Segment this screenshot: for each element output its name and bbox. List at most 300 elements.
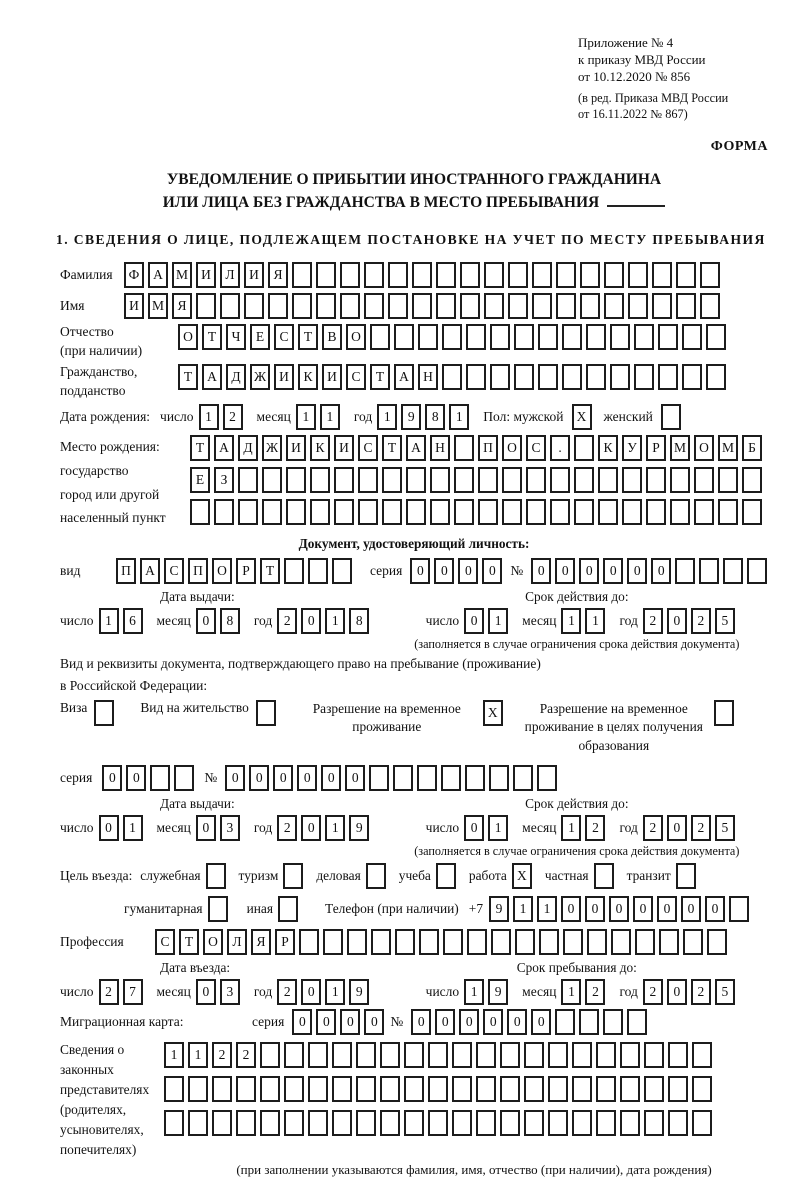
char-cell[interactable]: X [572, 404, 592, 430]
purpose-humanitarian-checkbox[interactable] [208, 896, 232, 922]
char-cell[interactable]: Л [220, 262, 240, 288]
residence-number-cells[interactable] [225, 765, 561, 791]
char-cell[interactable] [526, 499, 546, 525]
char-cell[interactable]: 0 [316, 1009, 336, 1035]
char-cell[interactable]: 2 [585, 815, 605, 841]
char-cell[interactable] [635, 929, 655, 955]
char-cell[interactable] [436, 863, 456, 889]
char-cell[interactable] [442, 364, 462, 390]
char-cell[interactable] [476, 1110, 496, 1136]
visa-checkbox[interactable] [94, 700, 118, 726]
char-cell[interactable]: 0 [249, 765, 269, 791]
char-cell[interactable] [454, 435, 474, 461]
char-cell[interactable] [502, 467, 522, 493]
char-cell[interactable]: Н [430, 435, 450, 461]
char-cell[interactable] [603, 1009, 623, 1035]
char-cell[interactable] [644, 1042, 664, 1068]
char-cell[interactable] [658, 364, 678, 390]
char-cell[interactable] [452, 1110, 472, 1136]
char-cell[interactable]: С [274, 324, 294, 350]
char-cell[interactable] [670, 499, 690, 525]
char-cell[interactable] [718, 499, 738, 525]
char-cell[interactable]: Ж [250, 364, 270, 390]
phone-cells[interactable] [489, 896, 753, 922]
char-cell[interactable]: 8 [349, 608, 369, 634]
char-cell[interactable] [466, 324, 486, 350]
char-cell[interactable]: 0 [633, 896, 653, 922]
char-cell[interactable] [308, 1110, 328, 1136]
char-cell[interactable]: П [478, 435, 498, 461]
char-cell[interactable] [747, 558, 767, 584]
char-cell[interactable]: Ф [124, 262, 144, 288]
char-cell[interactable] [358, 467, 378, 493]
char-cell[interactable]: 0 [458, 558, 478, 584]
char-cell[interactable]: 0 [681, 896, 701, 922]
char-cell[interactable] [356, 1110, 376, 1136]
char-cell[interactable]: 0 [531, 1009, 551, 1035]
purpose-other-checkbox[interactable] [278, 896, 302, 922]
char-cell[interactable]: 1 [464, 979, 484, 1005]
migration-series-cells[interactable] [292, 1009, 388, 1035]
char-cell[interactable]: 0 [464, 608, 484, 634]
char-cell[interactable]: 0 [561, 896, 581, 922]
char-cell[interactable]: В [322, 324, 342, 350]
char-cell[interactable]: 1 [537, 896, 557, 922]
char-cell[interactable] [675, 558, 695, 584]
char-cell[interactable] [634, 324, 654, 350]
char-cell[interactable] [206, 863, 226, 889]
char-cell[interactable] [394, 324, 414, 350]
year-cells[interactable] [277, 608, 373, 634]
char-cell[interactable] [594, 863, 614, 889]
char-cell[interactable]: И [244, 262, 264, 288]
char-cell[interactable]: А [140, 558, 160, 584]
char-cell[interactable] [417, 765, 437, 791]
char-cell[interactable]: А [202, 364, 222, 390]
char-cell[interactable] [699, 558, 719, 584]
temp-permit-checkbox[interactable] [483, 700, 507, 726]
char-cell[interactable] [622, 467, 642, 493]
char-cell[interactable] [628, 262, 648, 288]
char-cell[interactable]: 1 [123, 815, 143, 841]
char-cell[interactable]: 9 [349, 815, 369, 841]
char-cell[interactable] [586, 364, 606, 390]
char-cell[interactable] [371, 929, 391, 955]
char-cell[interactable] [676, 262, 696, 288]
char-cell[interactable]: И [124, 293, 144, 319]
char-cell[interactable]: Я [251, 929, 271, 955]
char-cell[interactable]: Р [646, 435, 666, 461]
char-cell[interactable]: 0 [434, 558, 454, 584]
char-cell[interactable] [404, 1076, 424, 1102]
char-cell[interactable] [484, 293, 504, 319]
char-cell[interactable]: К [298, 364, 318, 390]
char-cell[interactable]: 0 [225, 765, 245, 791]
char-cell[interactable] [668, 1110, 688, 1136]
char-cell[interactable] [310, 467, 330, 493]
char-cell[interactable]: С [358, 435, 378, 461]
char-cell[interactable] [596, 1110, 616, 1136]
char-cell[interactable] [382, 499, 402, 525]
char-cell[interactable]: 1 [199, 404, 219, 430]
char-cell[interactable] [467, 929, 487, 955]
char-cell[interactable] [652, 293, 672, 319]
char-cell[interactable] [286, 499, 306, 525]
char-cell[interactable] [729, 896, 749, 922]
char-cell[interactable] [347, 929, 367, 955]
doc-series-cells[interactable] [410, 558, 506, 584]
char-cell[interactable] [700, 262, 720, 288]
char-cell[interactable] [548, 1110, 568, 1136]
char-cell[interactable] [364, 262, 384, 288]
day-cells[interactable] [99, 979, 147, 1005]
char-cell[interactable] [634, 364, 654, 390]
char-cell[interactable]: 1 [488, 608, 508, 634]
char-cell[interactable]: 9 [489, 896, 509, 922]
profession-cells[interactable] [155, 929, 731, 955]
char-cell[interactable] [441, 765, 461, 791]
char-cell[interactable] [538, 324, 558, 350]
char-cell[interactable]: 0 [411, 1009, 431, 1035]
char-cell[interactable] [548, 1042, 568, 1068]
char-cell[interactable] [332, 558, 352, 584]
char-cell[interactable] [658, 324, 678, 350]
char-cell[interactable] [620, 1042, 640, 1068]
char-cell[interactable] [604, 262, 624, 288]
char-cell[interactable] [538, 364, 558, 390]
char-cell[interactable]: Д [226, 364, 246, 390]
char-cell[interactable] [742, 467, 762, 493]
char-cell[interactable]: И [274, 364, 294, 390]
citizenship-cells[interactable] [178, 364, 730, 390]
char-cell[interactable]: 0 [321, 765, 341, 791]
char-cell[interactable] [436, 293, 456, 319]
char-cell[interactable] [316, 293, 336, 319]
char-cell[interactable] [466, 364, 486, 390]
char-cell[interactable] [358, 499, 378, 525]
char-cell[interactable]: 2 [691, 979, 711, 1005]
month-cells[interactable] [296, 404, 344, 430]
legal-reps-cells-row1[interactable] [164, 1042, 716, 1068]
char-cell[interactable] [646, 499, 666, 525]
char-cell[interactable]: 1 [561, 979, 581, 1005]
char-cell[interactable]: 2 [277, 979, 297, 1005]
char-cell[interactable] [572, 1110, 592, 1136]
char-cell[interactable] [212, 1110, 232, 1136]
char-cell[interactable] [563, 929, 583, 955]
char-cell[interactable] [556, 293, 576, 319]
char-cell[interactable] [366, 863, 386, 889]
char-cell[interactable] [668, 1042, 688, 1068]
char-cell[interactable] [283, 863, 303, 889]
char-cell[interactable] [526, 467, 546, 493]
char-cell[interactable] [513, 765, 533, 791]
purpose-tourism-checkbox[interactable] [283, 863, 307, 889]
char-cell[interactable]: О [178, 324, 198, 350]
char-cell[interactable]: П [116, 558, 136, 584]
char-cell[interactable]: Н [418, 364, 438, 390]
char-cell[interactable]: 0 [301, 815, 321, 841]
char-cell[interactable]: Т [190, 435, 210, 461]
char-cell[interactable]: X [512, 863, 532, 889]
char-cell[interactable] [238, 499, 258, 525]
char-cell[interactable] [382, 467, 402, 493]
char-cell[interactable]: 5 [715, 815, 735, 841]
char-cell[interactable]: 0 [301, 979, 321, 1005]
char-cell[interactable]: 0 [579, 558, 599, 584]
char-cell[interactable] [214, 499, 234, 525]
char-cell[interactable] [452, 1076, 472, 1102]
char-cell[interactable] [380, 1110, 400, 1136]
char-cell[interactable]: 0 [464, 815, 484, 841]
char-cell[interactable] [188, 1076, 208, 1102]
char-cell[interactable] [668, 1076, 688, 1102]
char-cell[interactable] [308, 1076, 328, 1102]
char-cell[interactable]: М [172, 262, 192, 288]
char-cell[interactable]: 0 [126, 765, 146, 791]
char-cell[interactable]: 2 [643, 608, 663, 634]
char-cell[interactable] [380, 1042, 400, 1068]
purpose-official-checkbox[interactable] [206, 863, 230, 889]
char-cell[interactable]: 9 [349, 979, 369, 1005]
char-cell[interactable] [332, 1042, 352, 1068]
char-cell[interactable] [418, 324, 438, 350]
char-cell[interactable] [188, 1110, 208, 1136]
char-cell[interactable] [164, 1076, 184, 1102]
month-cells[interactable] [196, 608, 244, 634]
male-checkbox[interactable] [572, 404, 596, 430]
birthplace-cells-row1[interactable] [190, 435, 766, 461]
char-cell[interactable] [628, 293, 648, 319]
char-cell[interactable] [260, 1110, 280, 1136]
char-cell[interactable] [555, 1009, 575, 1035]
char-cell[interactable]: Е [250, 324, 270, 350]
char-cell[interactable] [574, 435, 594, 461]
char-cell[interactable] [419, 929, 439, 955]
char-cell[interactable] [406, 499, 426, 525]
char-cell[interactable]: Л [227, 929, 247, 955]
char-cell[interactable] [706, 364, 726, 390]
char-cell[interactable] [430, 467, 450, 493]
char-cell[interactable]: О [212, 558, 232, 584]
day-cells[interactable] [464, 979, 512, 1005]
char-cell[interactable] [208, 896, 228, 922]
purpose-private-checkbox[interactable] [594, 863, 618, 889]
char-cell[interactable]: 1 [488, 815, 508, 841]
char-cell[interactable] [404, 1042, 424, 1068]
char-cell[interactable] [284, 1110, 304, 1136]
char-cell[interactable] [524, 1110, 544, 1136]
char-cell[interactable] [580, 293, 600, 319]
char-cell[interactable]: 0 [585, 896, 605, 922]
char-cell[interactable] [524, 1042, 544, 1068]
char-cell[interactable] [356, 1042, 376, 1068]
char-cell[interactable] [356, 1076, 376, 1102]
char-cell[interactable]: Т [260, 558, 280, 584]
char-cell[interactable] [428, 1110, 448, 1136]
char-cell[interactable] [742, 499, 762, 525]
char-cell[interactable]: 0 [705, 896, 725, 922]
char-cell[interactable]: 1 [513, 896, 533, 922]
char-cell[interactable]: 1 [585, 608, 605, 634]
char-cell[interactable] [508, 293, 528, 319]
migration-number-cells[interactable] [411, 1009, 651, 1035]
char-cell[interactable]: З [214, 467, 234, 493]
char-cell[interactable]: И [196, 262, 216, 288]
year-cells[interactable] [277, 815, 373, 841]
char-cell[interactable] [428, 1076, 448, 1102]
char-cell[interactable] [443, 929, 463, 955]
char-cell[interactable]: А [148, 262, 168, 288]
char-cell[interactable]: 0 [301, 608, 321, 634]
char-cell[interactable] [714, 700, 734, 726]
char-cell[interactable] [524, 1076, 544, 1102]
day-cells[interactable] [464, 815, 512, 841]
char-cell[interactable]: 0 [196, 608, 216, 634]
char-cell[interactable] [670, 467, 690, 493]
char-cell[interactable]: 1 [296, 404, 316, 430]
char-cell[interactable]: Т [382, 435, 402, 461]
char-cell[interactable] [340, 293, 360, 319]
char-cell[interactable]: Д [238, 435, 258, 461]
char-cell[interactable] [310, 499, 330, 525]
char-cell[interactable] [452, 1042, 472, 1068]
char-cell[interactable] [572, 1042, 592, 1068]
char-cell[interactable] [706, 324, 726, 350]
char-cell[interactable] [236, 1076, 256, 1102]
char-cell[interactable]: С [526, 435, 546, 461]
female-checkbox[interactable] [661, 404, 685, 430]
char-cell[interactable]: 2 [277, 815, 297, 841]
char-cell[interactable] [395, 929, 415, 955]
char-cell[interactable]: 5 [715, 979, 735, 1005]
char-cell[interactable] [490, 324, 510, 350]
char-cell[interactable]: У [622, 435, 642, 461]
char-cell[interactable]: 2 [691, 815, 711, 841]
char-cell[interactable] [284, 558, 304, 584]
char-cell[interactable]: 0 [340, 1009, 360, 1035]
char-cell[interactable]: Р [236, 558, 256, 584]
char-cell[interactable]: 0 [196, 815, 216, 841]
char-cell[interactable] [299, 929, 319, 955]
char-cell[interactable] [514, 324, 534, 350]
char-cell[interactable]: 1 [99, 608, 119, 634]
char-cell[interactable]: Е [190, 467, 210, 493]
char-cell[interactable] [611, 929, 631, 955]
char-cell[interactable]: 0 [667, 608, 687, 634]
char-cell[interactable] [548, 1076, 568, 1102]
char-cell[interactable] [596, 1076, 616, 1102]
char-cell[interactable] [370, 324, 390, 350]
char-cell[interactable]: 2 [643, 815, 663, 841]
doc-kind-cells[interactable] [116, 558, 356, 584]
char-cell[interactable] [707, 929, 727, 955]
char-cell[interactable]: 0 [555, 558, 575, 584]
char-cell[interactable] [454, 467, 474, 493]
char-cell[interactable]: А [214, 435, 234, 461]
legal-reps-cells-row3[interactable] [164, 1110, 716, 1136]
char-cell[interactable]: 0 [345, 765, 365, 791]
char-cell[interactable]: 0 [531, 558, 551, 584]
char-cell[interactable] [490, 364, 510, 390]
char-cell[interactable] [262, 467, 282, 493]
char-cell[interactable] [580, 262, 600, 288]
char-cell[interactable] [610, 324, 630, 350]
char-cell[interactable]: 0 [667, 815, 687, 841]
char-cell[interactable]: 1 [164, 1042, 184, 1068]
char-cell[interactable] [292, 262, 312, 288]
char-cell[interactable] [491, 929, 511, 955]
char-cell[interactable]: 1 [449, 404, 469, 430]
char-cell[interactable] [574, 467, 594, 493]
year-cells[interactable] [377, 404, 473, 430]
birthplace-cells-row3[interactable] [190, 499, 766, 525]
char-cell[interactable] [478, 499, 498, 525]
char-cell[interactable] [562, 324, 582, 350]
char-cell[interactable] [94, 700, 114, 726]
char-cell[interactable]: 0 [651, 558, 671, 584]
char-cell[interactable] [332, 1110, 352, 1136]
purpose-study-checkbox[interactable] [436, 863, 460, 889]
char-cell[interactable] [436, 262, 456, 288]
char-cell[interactable]: 8 [425, 404, 445, 430]
month-cells[interactable] [561, 979, 609, 1005]
char-cell[interactable] [196, 293, 216, 319]
char-cell[interactable]: М [718, 435, 738, 461]
month-cells[interactable] [561, 608, 609, 634]
char-cell[interactable]: 0 [482, 558, 502, 584]
char-cell[interactable]: М [670, 435, 690, 461]
year-cells[interactable] [643, 815, 739, 841]
char-cell[interactable]: Я [268, 262, 288, 288]
char-cell[interactable] [659, 929, 679, 955]
char-cell[interactable]: О [694, 435, 714, 461]
char-cell[interactable] [620, 1076, 640, 1102]
char-cell[interactable]: 6 [123, 608, 143, 634]
char-cell[interactable]: 0 [435, 1009, 455, 1035]
char-cell[interactable] [515, 929, 535, 955]
char-cell[interactable] [539, 929, 559, 955]
char-cell[interactable] [532, 262, 552, 288]
char-cell[interactable]: 0 [99, 815, 119, 841]
char-cell[interactable]: К [310, 435, 330, 461]
char-cell[interactable] [244, 293, 264, 319]
residence-permit-checkbox[interactable] [256, 700, 280, 726]
legal-reps-cells-row2[interactable] [164, 1076, 716, 1102]
char-cell[interactable]: 0 [667, 979, 687, 1005]
year-cells[interactable] [643, 608, 739, 634]
day-cells[interactable] [99, 608, 147, 634]
purpose-business-checkbox[interactable] [366, 863, 390, 889]
char-cell[interactable] [460, 262, 480, 288]
char-cell[interactable]: Ж [262, 435, 282, 461]
char-cell[interactable] [332, 1076, 352, 1102]
char-cell[interactable]: . [550, 435, 570, 461]
char-cell[interactable] [476, 1076, 496, 1102]
char-cell[interactable] [627, 1009, 647, 1035]
char-cell[interactable] [682, 324, 702, 350]
char-cell[interactable] [256, 700, 276, 726]
char-cell[interactable] [278, 896, 298, 922]
char-cell[interactable]: 0 [292, 1009, 312, 1035]
char-cell[interactable] [502, 499, 522, 525]
char-cell[interactable] [174, 765, 194, 791]
char-cell[interactable]: П [188, 558, 208, 584]
char-cell[interactable]: 2 [212, 1042, 232, 1068]
char-cell[interactable] [308, 1042, 328, 1068]
char-cell[interactable] [620, 1110, 640, 1136]
purpose-work-checkbox[interactable] [512, 863, 536, 889]
